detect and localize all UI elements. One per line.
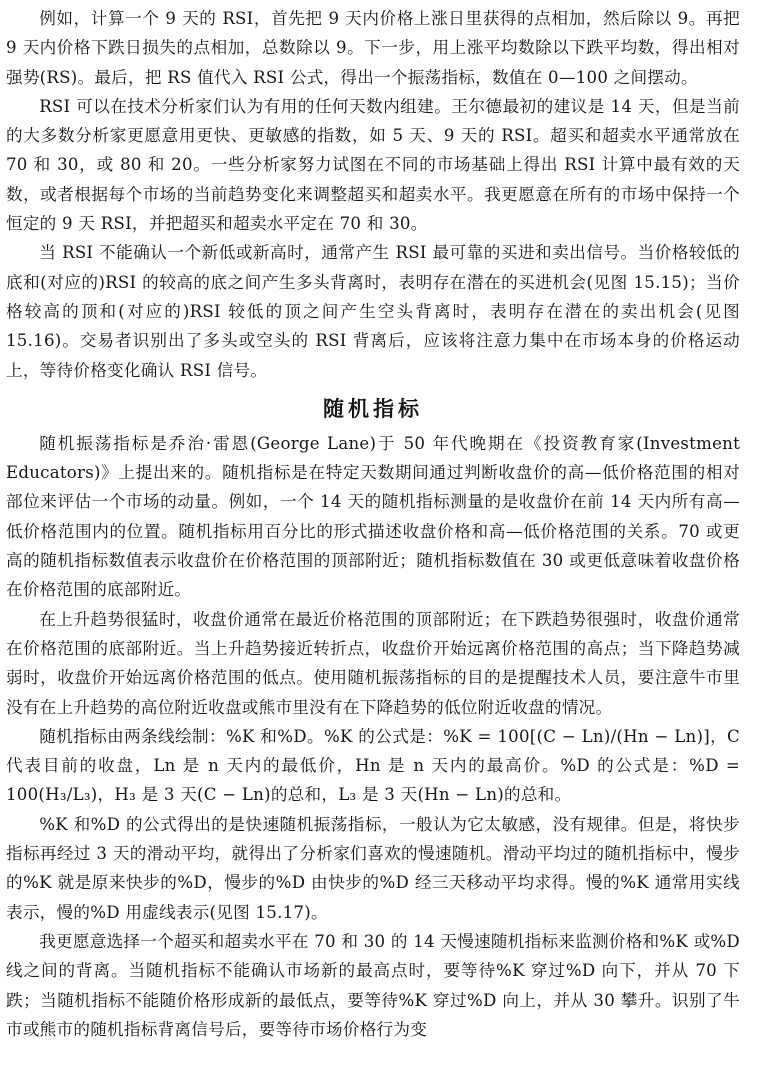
paragraph-stochastic-divergence: 我更愿意选择一个超买和超卖水平在 70 和 30 的 14 天慢速随机指标来监测价格和%K 或%D 线之间的背离。当随机指标不能确认市场新的最高点时，要等待%K 穿过%D 向下，并从 70 下跌；当随机指标不能随价格形成新的最低点，要等待%K 穿过%D 向上，并从 30 攀升。识别了牛市或熊市的随机指标背离信号后，要等待市场价格行为变 [6, 931, 740, 1039]
section-title-stochastics: 随机指标 [323, 396, 423, 421]
paragraph-rsi-calculation: 例如，计算一个 9 天的 RSI，首先把 9 天内价格上涨日里获得的点相加，然后除以 9。再把 9 天内价格下跌日损失的点相加，总数除以 9。下一步，用上涨平均数除以下跌平均数，得出相对强势(RS)。最后，把 RS 值代入 RSI 公式，得出一个振荡指标，数值在 0—100 之间摆动。 [6, 9, 740, 87]
paragraph-stochastic-fast-slow: %K 和%D 的公式得出的是快速随机振荡指标，一般认为它太敏感，没有规律。但是，将快步指标再经过 3 天的滑动平均，就得出了分析家们喜欢的慢速随机。滑动平均过的随机指标中，慢步的%K 就是原来快步的%D，慢步的%D 由快步的%D 经三天移动平均求得。慢的%K 通常用实线表示，慢的%D 用虚线表示(见图 15.17)。 [6, 814, 740, 922]
paragraph-stochastic-intro: 随机振荡指标是乔治·雷恩(George Lane)于 50 年代晚期在《投资教育家(Investment Educators)》上提出来的。随机指标是在特定天数期间通过判断收盘价的高—低价格范围的相对部位来评估一个市场的动量。例如，一个 14 天的随机指标测量的是收盘价在前 14 天内所有高—低价格范围内的位置。随机指标用百分比的形式描述收盘价格和高—低价格范围的关系。70 或更高的随机指标数值表示收盘价在价格范围的顶部附近；随机指标数值在 30 或更低意味着收盘价格在价格范围的底部附近。 [6, 433, 740, 600]
paragraph-rsi-divergence: 当 RSI 不能确认一个新低或新高时，通常产生 RSI 最可靠的买进和卖出信号。当价格较低的底和(对应的)RSI 的较高的底之间产生多头背离时，表明存在潜在的买进机会(见图 15.15)；当价格较高的顶和(对应的)RSI 较低的顶之间产生空头背离时，表明存在潜在的卖出机会(见图 15.16)。交易者识别出了多头或空头的 RSI 背离后，应该将注意力集中在市场本身的价格运动上，等待价格变化确认 RSI 信号。 [6, 243, 740, 380]
paragraph-stochastic-trend: 在上升趋势很猛时，收盘价通常在最近价格范围的顶部附近；在下跌趋势很强时，收盘价通常在价格范围的底部附近。当上升趋势接近转折点，收盘价开始远离价格范围的高点；当下降趋势减弱时，收盘价开始远离价格范围的低点。使用随机振荡指标的目的是提醒技术人员，要注意牛市里没有在上升趋势的高位附近收盘或熊市里没有在下降趋势的低位附近收盘的情况。 [6, 609, 740, 717]
paragraph-rsi-periods: RSI 可以在技术分析家们认为有用的任何天数内组建。王尔德最初的建议是 14 天，但是当前的大多数分析家更愿意用更快、更敏感的指数，如 5 天、9 天的 RSI。超买和超卖水平通常放在 70 和 30，或 80 和 20。一些分析家努力试图在不同的市场基础上得出 RSI 计算中最有效的天数，或者根据每个市场的当前趋势变化来调整超买和超卖水平。我更愿意在所有的市场中保持一个恒定的 9 天 RSI，并把超买和超卖水平定在 70 和 30。 [6, 96, 740, 234]
paragraph-stochastic-formula: 随机指标由两条线绘制：%K 和%D。%K 的公式是：%K = 100[(C − Ln)/(Hn − Ln)]，C 代表目前的收盘，Ln 是 n 天内的最低价，Hn 是 n 天内的最高价。%D 的公式是：%D = 100(H₃/L₃)，H₃ 是 3 天(C − Ln)的总和，L₃ 是 3 天(Hn − Ln)的总和。 [6, 726, 740, 805]
